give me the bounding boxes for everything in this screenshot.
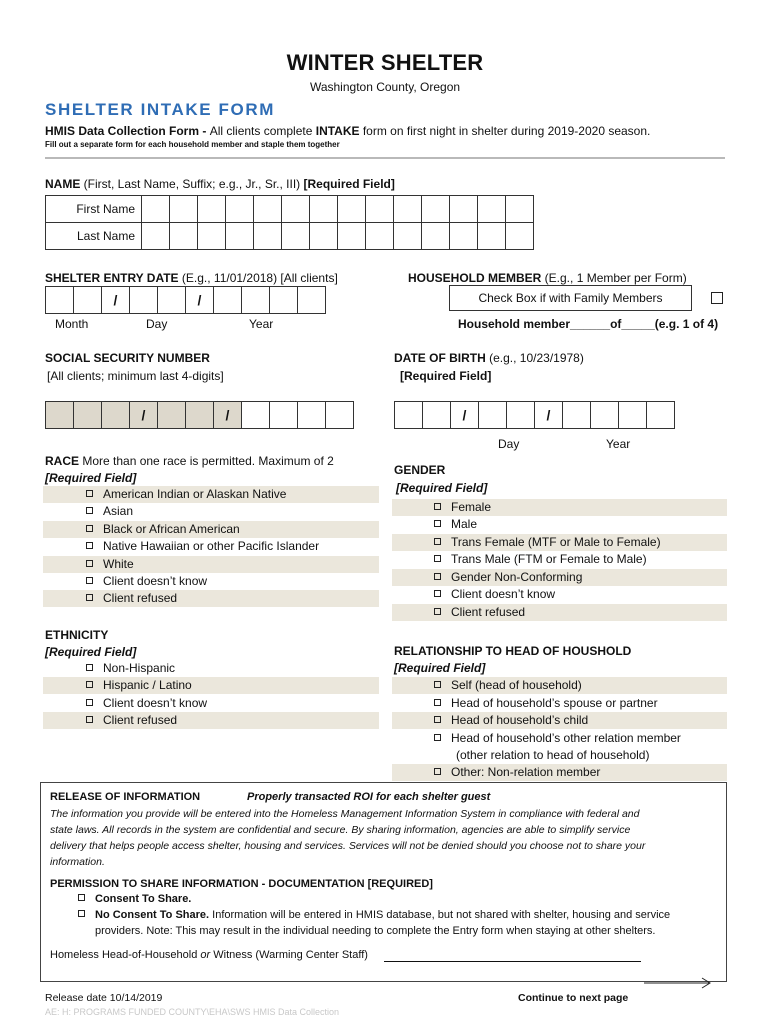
last-name-cell[interactable] bbox=[506, 223, 534, 250]
relationship-option-continued bbox=[392, 747, 727, 764]
relationship-option[interactable] bbox=[392, 730, 727, 747]
checkbox-icon[interactable] bbox=[434, 681, 441, 688]
hmis-intake: INTAKE bbox=[315, 124, 360, 138]
gender-option[interactable] bbox=[392, 534, 727, 551]
family-check-label: Check Box if with Family Members bbox=[449, 285, 692, 311]
gender-option-label: Female bbox=[451, 500, 492, 514]
gender-option[interactable] bbox=[392, 516, 727, 533]
ethnicity-option-label: Client refused bbox=[103, 713, 178, 727]
ssn-slash: / bbox=[130, 402, 158, 429]
checkbox-icon[interactable] bbox=[86, 525, 93, 532]
race-required: [Required Field] bbox=[45, 471, 137, 485]
witness-label-b: Witness (Warming Center Staff) bbox=[210, 949, 368, 961]
release-line: state laws. All records in the system are confidential and secure. By sharing information, agencies are able to simplify service bbox=[50, 824, 631, 836]
gender-option-label: Gender Non-Conforming bbox=[451, 570, 583, 584]
checkbox-icon[interactable] bbox=[86, 664, 93, 671]
checkbox-icon[interactable] bbox=[86, 594, 93, 601]
no-consent-text-2: providers. Note: This may result in the individual needing to complete the Entry form when staying at other shelters. bbox=[95, 925, 656, 937]
first-name-cell[interactable] bbox=[450, 196, 478, 223]
gender-required: [Required Field] bbox=[396, 481, 488, 495]
ssn-cell[interactable] bbox=[326, 402, 354, 429]
ethnicity-option-label: Client doesn’t know bbox=[103, 696, 208, 710]
first-name-cell[interactable] bbox=[422, 196, 450, 223]
entry-date-label-bold: SHELTER ENTRY DATE bbox=[45, 271, 179, 285]
signature-line[interactable] bbox=[384, 961, 641, 962]
gender-option[interactable] bbox=[392, 604, 727, 621]
race-option-label: Black or African American bbox=[103, 522, 240, 536]
race-option-label: White bbox=[103, 557, 134, 571]
gender-option-label: Male bbox=[451, 517, 478, 531]
checkbox-icon[interactable] bbox=[434, 768, 441, 775]
household-member-line: Household member______of_____(e.g. 1 of 4) bbox=[458, 317, 719, 331]
first-name-cell[interactable] bbox=[254, 196, 282, 223]
race-option[interactable] bbox=[43, 486, 379, 503]
ssn-cell[interactable] bbox=[74, 402, 102, 429]
date-slash: / bbox=[102, 287, 130, 314]
race-option-label: Native Hawaiian or other Pacific Islander bbox=[103, 539, 320, 553]
relationship-required: [Required Field] bbox=[394, 661, 486, 675]
dob-cell[interactable] bbox=[423, 402, 451, 429]
ssn-grid bbox=[45, 401, 354, 429]
relationship-option[interactable] bbox=[392, 677, 727, 694]
relationship-option-label: Head of household’s child bbox=[451, 713, 589, 727]
last-name-cell[interactable] bbox=[422, 223, 450, 250]
ethnicity-option[interactable] bbox=[43, 712, 379, 729]
checkbox-icon[interactable] bbox=[434, 503, 441, 510]
race-label-bold: RACE bbox=[45, 454, 80, 468]
checkbox-icon[interactable] bbox=[78, 894, 85, 901]
ethnicity-label: ETHNICITY bbox=[45, 628, 109, 642]
dob-label bbox=[394, 351, 584, 365]
ethnicity-option[interactable] bbox=[43, 695, 379, 712]
ssn-cell[interactable] bbox=[270, 402, 298, 429]
dob-cell[interactable] bbox=[563, 402, 591, 429]
last-name-row bbox=[46, 223, 534, 250]
section-title: SHELTER INTAKE FORM bbox=[45, 100, 275, 119]
dob-cell[interactable] bbox=[647, 402, 675, 429]
checkbox-icon[interactable] bbox=[86, 490, 93, 497]
gender-option[interactable] bbox=[392, 586, 727, 603]
gender-option-label: Trans Male (FTM or Female to Male) bbox=[451, 552, 647, 566]
race-option[interactable] bbox=[43, 538, 379, 555]
entry-month-label: Month bbox=[55, 317, 89, 331]
entry-date-cell[interactable] bbox=[214, 287, 242, 314]
ssn-cell[interactable] bbox=[46, 402, 74, 429]
checkbox-icon[interactable] bbox=[78, 910, 85, 917]
relationship-option-label: Other: Non-relation member bbox=[451, 765, 601, 779]
ethnicity-option-label: Hispanic / Latino bbox=[103, 678, 192, 692]
witness-label-a: Homeless Head-of-Household bbox=[50, 949, 201, 961]
relationship-option[interactable] bbox=[392, 764, 727, 781]
hmis-instructions bbox=[45, 124, 650, 138]
witness-label bbox=[50, 949, 368, 961]
first-name-label: First Name bbox=[46, 196, 142, 223]
family-checkbox[interactable] bbox=[711, 292, 723, 304]
name-label-text: (First, Last Name, Suffix; e.g., Jr., Sr., III) bbox=[80, 177, 304, 191]
relationship-option-label: Self (head of household) bbox=[451, 678, 582, 692]
last-name-cell[interactable] bbox=[394, 223, 422, 250]
gender-option-label: Client refused bbox=[451, 605, 526, 619]
release-line: information. bbox=[50, 856, 105, 868]
relationship-option-label: Head of household’s spouse or partner bbox=[451, 696, 658, 710]
form-title: WINTER SHELTER bbox=[286, 50, 484, 75]
race-option-label: Asian bbox=[103, 504, 134, 518]
ethnicity-option[interactable] bbox=[43, 677, 379, 694]
last-name-label: Last Name bbox=[46, 223, 142, 250]
checkbox-icon[interactable] bbox=[434, 538, 441, 545]
dob-cell[interactable] bbox=[591, 402, 619, 429]
dob-slash: / bbox=[535, 402, 563, 429]
checkbox-icon[interactable] bbox=[434, 716, 441, 723]
ssn-label: SOCIAL SECURITY NUMBER bbox=[45, 351, 210, 365]
race-label bbox=[45, 454, 334, 468]
first-name-cell[interactable] bbox=[366, 196, 394, 223]
gender-option-label: Client doesn’t know bbox=[451, 587, 556, 601]
checkbox-icon[interactable] bbox=[434, 608, 441, 615]
first-name-cell[interactable] bbox=[394, 196, 422, 223]
consent-option[interactable] bbox=[78, 893, 191, 905]
gender-option[interactable] bbox=[392, 499, 727, 516]
first-name-cell[interactable] bbox=[170, 196, 198, 223]
permission-label: PERMISSION TO SHARE INFORMATION - DOCUMENTATION [REQUIRED] bbox=[50, 878, 433, 890]
checkbox-icon[interactable] bbox=[434, 573, 441, 580]
arrow-right-icon bbox=[642, 976, 714, 990]
release-date: Release date 10/14/2019 bbox=[45, 992, 163, 1004]
dob-cell[interactable] bbox=[507, 402, 535, 429]
checkbox-icon[interactable] bbox=[86, 560, 93, 567]
last-name-cell[interactable] bbox=[198, 223, 226, 250]
gender-label: GENDER bbox=[394, 463, 446, 477]
dob-year-label: Year bbox=[606, 437, 631, 451]
release-subtitle: Properly transacted ROI for each shelter guest bbox=[247, 791, 491, 803]
entry-date-cell[interactable] bbox=[130, 287, 158, 314]
no-consent-option[interactable] bbox=[78, 909, 670, 921]
checkbox-icon[interactable] bbox=[434, 555, 441, 562]
race-option[interactable] bbox=[43, 573, 379, 590]
first-name-cell[interactable] bbox=[282, 196, 310, 223]
ssn-cell[interactable] bbox=[158, 402, 186, 429]
last-name-cell[interactable] bbox=[142, 223, 170, 250]
last-name-cell[interactable] bbox=[282, 223, 310, 250]
dob-cell[interactable] bbox=[619, 402, 647, 429]
first-name-row bbox=[46, 196, 534, 223]
no-consent-text: Information will be entered in HMIS database, but not shared with shelter, housing and service bbox=[209, 909, 671, 921]
gender-option[interactable] bbox=[392, 551, 727, 568]
last-name-cell[interactable] bbox=[310, 223, 338, 250]
relationship-option[interactable] bbox=[392, 712, 727, 729]
entry-date-cell[interactable] bbox=[242, 287, 270, 314]
ssn-cell[interactable] bbox=[298, 402, 326, 429]
hmis-text-2: form on first night in shelter during 2019-2020 season. bbox=[359, 124, 651, 138]
first-name-cell[interactable] bbox=[338, 196, 366, 223]
release-line: The information you provide will be entered into the Homeless Management Information System in compliance with federal and bbox=[50, 808, 640, 820]
name-required: [Required Field] bbox=[303, 177, 395, 191]
last-name-cell[interactable] bbox=[450, 223, 478, 250]
ssn-cell[interactable] bbox=[242, 402, 270, 429]
ethnicity-option[interactable] bbox=[43, 660, 379, 677]
checkbox-icon[interactable] bbox=[86, 716, 93, 723]
witness-or: or bbox=[200, 949, 211, 961]
gender-option-label: Trans Female (MTF or Male to Female) bbox=[451, 535, 661, 549]
checkbox-icon[interactable] bbox=[86, 542, 93, 549]
relationship-option[interactable] bbox=[392, 695, 727, 712]
consent-label: Consent To Share. bbox=[95, 893, 192, 905]
first-name-cell[interactable] bbox=[478, 196, 506, 223]
relationship-option-label: Head of household’s other relation member bbox=[451, 731, 681, 745]
date-slash: / bbox=[186, 287, 214, 314]
entry-date-cell[interactable] bbox=[74, 287, 102, 314]
separate-form-note: Fill out a separate form for each household member and staple them together bbox=[45, 140, 340, 149]
last-name-cell[interactable] bbox=[226, 223, 254, 250]
ssn-cell[interactable] bbox=[186, 402, 214, 429]
last-name-cell[interactable] bbox=[170, 223, 198, 250]
entry-day-label: Day bbox=[146, 317, 168, 331]
ssn-slash: / bbox=[214, 402, 242, 429]
ethnicity-required: [Required Field] bbox=[45, 645, 137, 659]
entry-year-label: Year bbox=[249, 317, 274, 331]
checkbox-icon[interactable] bbox=[434, 590, 441, 597]
no-consent-label: No Consent To Share. bbox=[95, 909, 210, 921]
first-name-cell[interactable] bbox=[506, 196, 534, 223]
race-option[interactable] bbox=[43, 556, 379, 573]
checkbox-icon[interactable] bbox=[434, 699, 441, 706]
household-label-bold: HOUSEHOLD MEMBER bbox=[408, 271, 542, 285]
entry-date-cell[interactable] bbox=[46, 287, 74, 314]
first-name-cell[interactable] bbox=[198, 196, 226, 223]
name-label bbox=[45, 177, 395, 191]
dob-grid bbox=[394, 401, 675, 429]
checkbox-icon[interactable] bbox=[86, 681, 93, 688]
ssn-cell[interactable] bbox=[102, 402, 130, 429]
entry-date-cell[interactable] bbox=[270, 287, 298, 314]
entry-date-label-text: (E.g., 11/01/2018) [All clients] bbox=[178, 271, 338, 285]
race-option-label: American Indian or Alaskan Native bbox=[103, 487, 287, 501]
dob-slash: / bbox=[451, 402, 479, 429]
race-label-text: More than one race is permitted. Maximum of 2 bbox=[79, 454, 334, 468]
checkbox-icon[interactable] bbox=[86, 577, 93, 584]
release-line: delivery that helps people access shelter, housing and services. Services will not be denied should you choose not to share your bbox=[50, 840, 646, 852]
name-grid bbox=[45, 195, 534, 250]
race-option-label: Client refused bbox=[103, 591, 178, 605]
checkbox-icon[interactable] bbox=[434, 520, 441, 527]
dob-day-label: Day bbox=[498, 437, 520, 451]
first-name-cell[interactable] bbox=[142, 196, 170, 223]
first-name-cell[interactable] bbox=[310, 196, 338, 223]
form-subtitle: Washington County, Oregon bbox=[309, 80, 461, 94]
continue-next-page: Continue to next page bbox=[518, 992, 629, 1004]
release-text bbox=[50, 806, 720, 870]
first-name-cell[interactable] bbox=[226, 196, 254, 223]
entry-date-cell[interactable] bbox=[158, 287, 186, 314]
entry-date-grid bbox=[45, 286, 326, 314]
hmis-text-1: All clients complete bbox=[209, 124, 316, 138]
race-option-label: Client doesn’t know bbox=[103, 574, 208, 588]
dob-required: [Required Field] bbox=[400, 369, 492, 383]
gender-option[interactable] bbox=[392, 569, 727, 586]
dob-label-bold: DATE OF BIRTH bbox=[394, 351, 486, 365]
last-name-cell[interactable] bbox=[478, 223, 506, 250]
race-option[interactable] bbox=[43, 503, 379, 520]
entry-date-label bbox=[45, 271, 338, 285]
dob-label-text: (e.g., 10/23/1978) bbox=[485, 351, 584, 365]
relationship-option-label: (other relation to head of household) bbox=[456, 748, 650, 762]
ethnicity-option-label: Non-Hispanic bbox=[103, 661, 176, 675]
checkbox-icon[interactable] bbox=[86, 699, 93, 706]
entry-date-cell[interactable] bbox=[298, 287, 326, 314]
race-option[interactable] bbox=[43, 521, 379, 538]
file-path-watermark: AE: H: PROGRAMS FUNDED COUNTY\EHA\SWS HMIS Data Collection bbox=[45, 1007, 340, 1017]
checkbox-icon[interactable] bbox=[86, 507, 93, 514]
household-label bbox=[408, 271, 687, 285]
ssn-sub: [All clients; minimum last 4-digits] bbox=[47, 369, 224, 383]
race-option[interactable] bbox=[43, 590, 379, 607]
name-label-bold: NAME bbox=[45, 177, 81, 191]
release-label: RELEASE OF INFORMATION bbox=[50, 791, 201, 803]
relationship-label: RELATIONSHIP TO HEAD OF HOUSHOLD bbox=[394, 644, 632, 658]
last-name-cell[interactable] bbox=[338, 223, 366, 250]
dob-cell[interactable] bbox=[395, 402, 423, 429]
dob-cell[interactable] bbox=[479, 402, 507, 429]
last-name-cell[interactable] bbox=[254, 223, 282, 250]
last-name-cell[interactable] bbox=[366, 223, 394, 250]
household-label-text: (E.g., 1 Member per Form) bbox=[541, 271, 687, 285]
hmis-bold: HMIS Data Collection Form - bbox=[45, 124, 210, 138]
header-divider bbox=[45, 157, 725, 159]
checkbox-icon[interactable] bbox=[434, 734, 441, 741]
